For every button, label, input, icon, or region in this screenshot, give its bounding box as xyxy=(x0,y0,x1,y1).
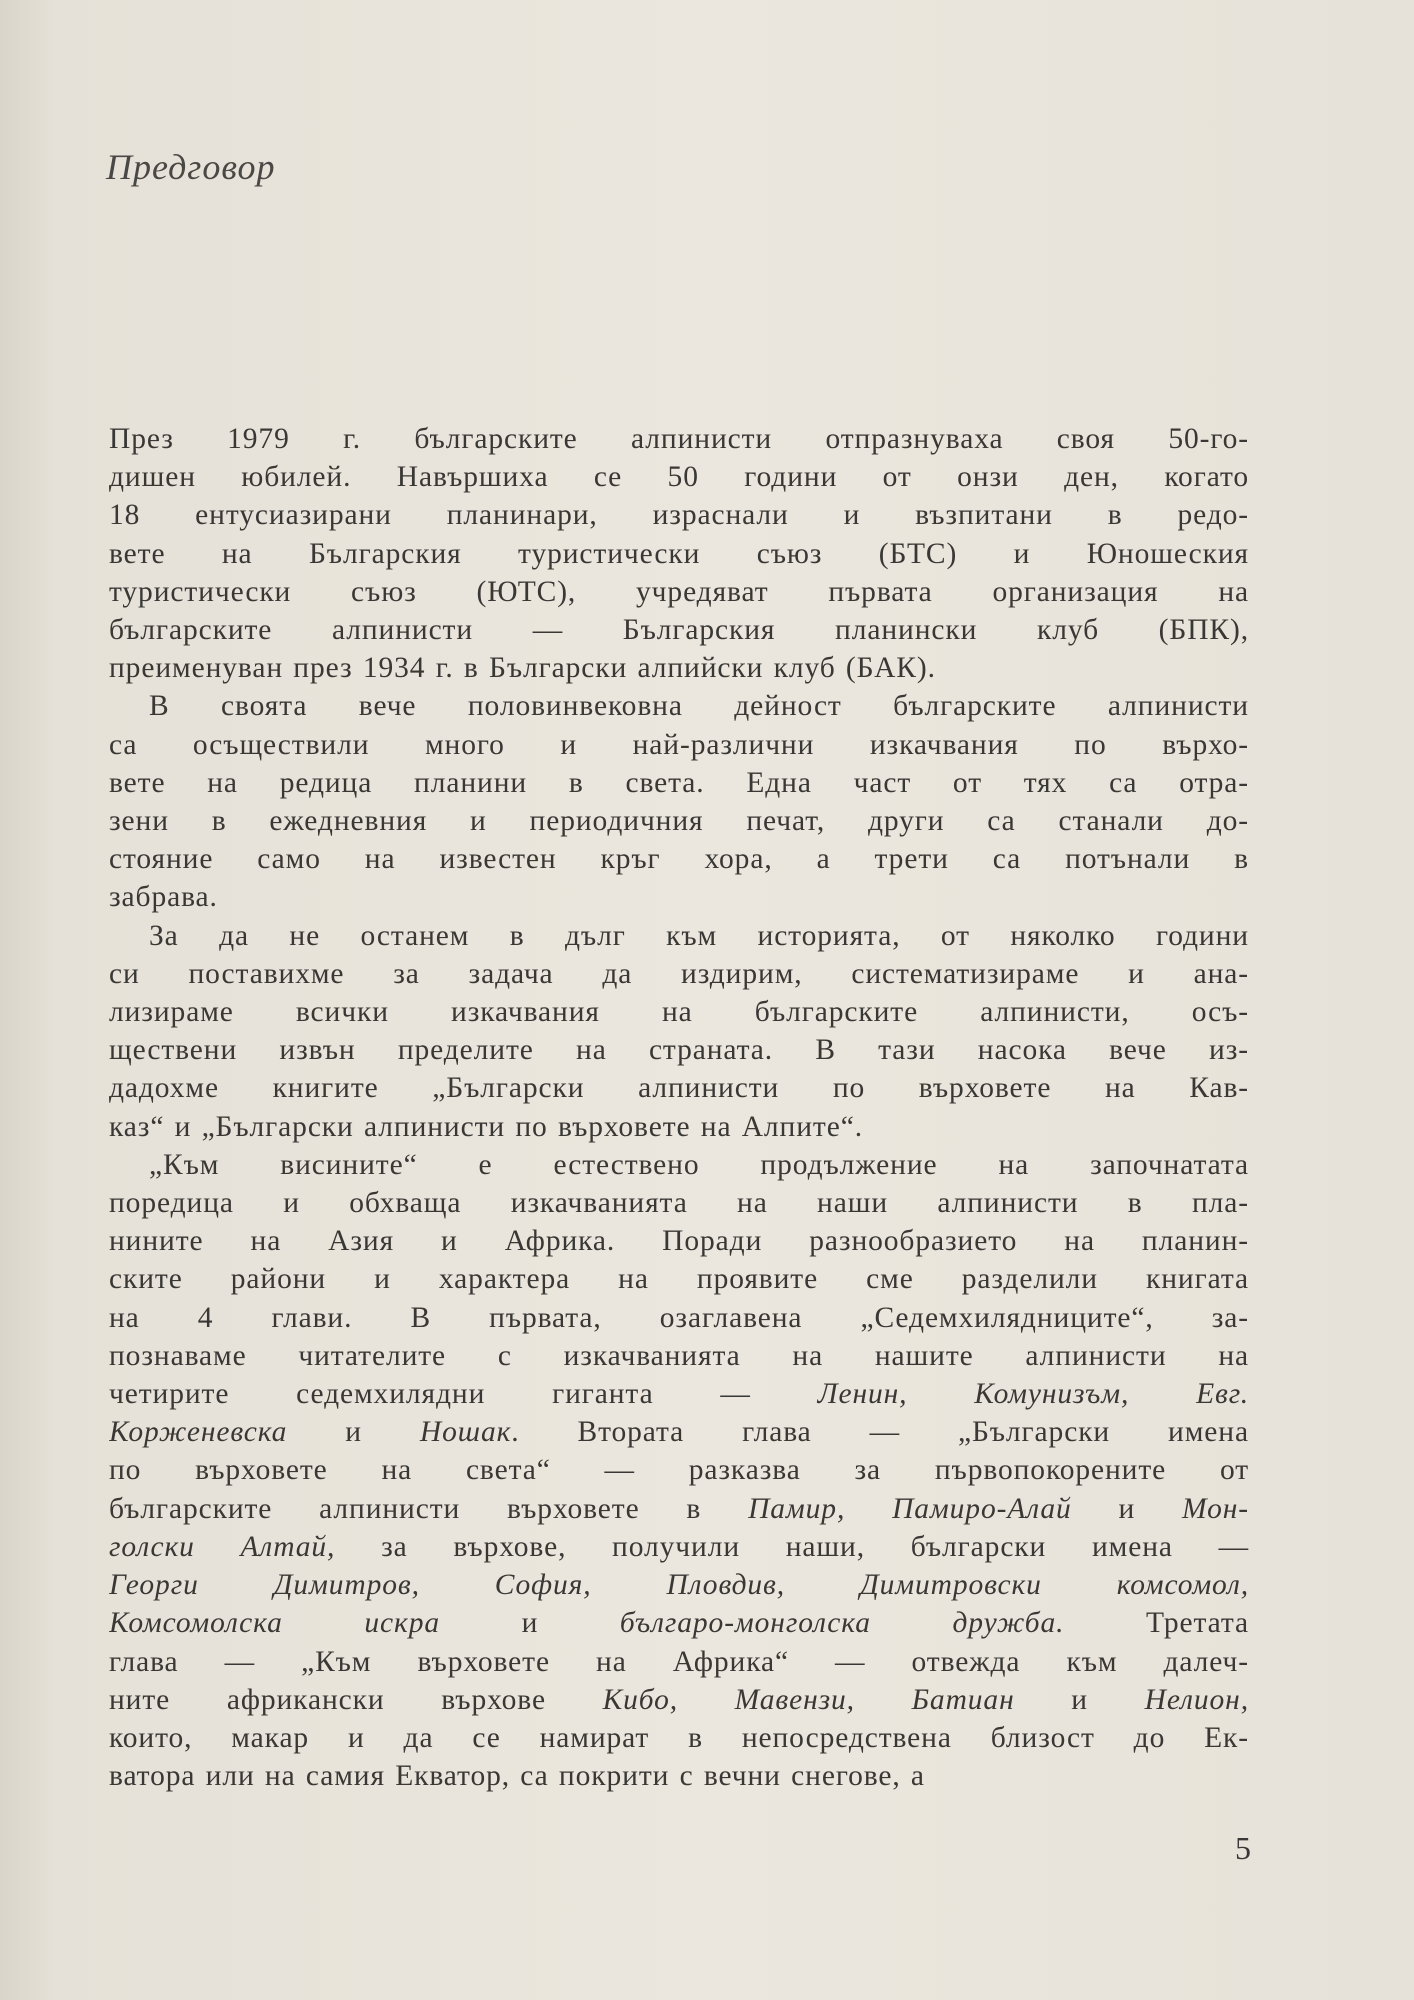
text-line xyxy=(109,1757,1249,1795)
paragraph xyxy=(109,1146,1249,1795)
italic-text: Ношак xyxy=(419,1416,512,1449)
text-line xyxy=(109,496,1249,534)
text-line xyxy=(109,993,1249,1031)
text-segment: и xyxy=(1071,1492,1183,1525)
text-line xyxy=(109,955,1249,993)
italic-text: Нелион, xyxy=(1144,1683,1249,1716)
paragraph xyxy=(109,917,1249,1146)
text-segment: зени в ежедневния и периодичния печат, други са станали до- xyxy=(109,805,1249,838)
text-line xyxy=(109,1108,1249,1146)
italic-text: българо-монголска дружба. xyxy=(619,1607,1065,1640)
text-segment: българските алпинисти върховете в xyxy=(109,1492,749,1525)
paragraph xyxy=(109,420,1249,687)
body-text xyxy=(109,420,1249,1795)
paragraph xyxy=(109,687,1249,916)
italic-text: Памир, Памиро-Алай xyxy=(748,1492,1072,1525)
text-segment: В своята вече половинвековна дейност българските алпинисти xyxy=(149,690,1249,723)
text-line xyxy=(109,1566,1249,1604)
text-segment: туристически съюз (ЮТС), учредяват първата организация на xyxy=(109,575,1249,608)
page-title: Предговор xyxy=(106,147,276,187)
text-line xyxy=(109,1184,1249,1222)
text-segment: ните африкански върхове xyxy=(109,1683,603,1716)
text-line xyxy=(109,573,1249,611)
text-line xyxy=(109,878,1249,916)
text-line xyxy=(109,611,1249,649)
text-segment: поредица и обхваща изкачванията на наши алпинисти в пла- xyxy=(109,1187,1249,1220)
text-segment: по върховете на света“ — разказва за първопокорените от xyxy=(109,1454,1249,1487)
text-segment: ществени извън пределите на страната. В тази насока вече из- xyxy=(109,1034,1249,1067)
italic-text: Кибо, Мавензи, Батиан xyxy=(602,1683,1015,1716)
text-segment: и xyxy=(440,1607,620,1640)
text-segment: ватора или на самия Екватор, са покрити с вечни снегове, а xyxy=(109,1760,925,1793)
text-line xyxy=(109,917,1249,955)
text-line xyxy=(109,764,1249,802)
text-segment: стояние само на известен кръг хора, а трети са потънали в xyxy=(109,843,1249,876)
text-line xyxy=(109,1451,1249,1489)
text-segment: . Втората глава — „Български имена xyxy=(511,1416,1249,1449)
text-line xyxy=(109,1719,1249,1757)
text-line xyxy=(109,1413,1249,1451)
text-segment: дишен юбилей. Навършиха се 50 години от онзи ден, когато xyxy=(109,461,1249,494)
text-line xyxy=(109,802,1249,840)
text-line xyxy=(109,1337,1249,1375)
page-number: 5 xyxy=(1235,1830,1251,1866)
text-segment: на 4 глави. В първата, озаглавена „Седемхилядниците“, за- xyxy=(109,1301,1249,1334)
text-line xyxy=(109,1375,1249,1413)
text-line xyxy=(109,687,1249,725)
text-segment: и xyxy=(1014,1683,1145,1716)
text-segment: лизираме всички изкачвания на българските алпинисти, осъ- xyxy=(109,996,1249,1029)
text-line xyxy=(109,535,1249,573)
text-line xyxy=(109,840,1249,878)
text-line xyxy=(109,726,1249,764)
italic-text: Мон- xyxy=(1182,1492,1249,1525)
text-segment: които, макар и да се намират в непосредствена близост до Ек- xyxy=(109,1721,1249,1754)
text-segment: нините на Азия и Африка. Поради разнообразието на планин- xyxy=(109,1225,1249,1258)
text-segment: глава — „Към върховете на Африка“ — отвежда към далеч- xyxy=(109,1645,1249,1678)
text-line xyxy=(109,649,1249,687)
text-line xyxy=(109,1260,1249,1298)
text-line xyxy=(109,1681,1249,1719)
text-segment: каз“ и „Български алпинисти по върховете на Алпите“. xyxy=(109,1110,863,1143)
text-segment: са осъществили много и най-различни изкачвания по върхо- xyxy=(109,728,1249,761)
text-line xyxy=(109,1643,1249,1681)
text-line xyxy=(109,1299,1249,1337)
text-segment: 18 ентусиазирани планинари, израснали и възпитани в редо- xyxy=(109,499,1249,532)
text-line xyxy=(109,458,1249,496)
text-line xyxy=(109,1222,1249,1260)
text-segment: През 1979 г. българските алпинисти отпразнуваха своя 50-го- xyxy=(109,423,1249,455)
text-line xyxy=(109,1604,1249,1642)
text-segment: Третата xyxy=(1064,1607,1249,1640)
text-line xyxy=(109,420,1249,458)
text-segment: забрава. xyxy=(109,881,218,914)
italic-text: голски Алтай, xyxy=(109,1530,336,1563)
italic-text: Корженевска xyxy=(109,1416,288,1449)
italic-text: Георги Димитров, София, Пловдив, Димитровски комсомол, xyxy=(109,1569,1249,1602)
text-segment: За да не останем в дълг към историята, от няколко години xyxy=(149,919,1249,952)
italic-text: Ленин, Комунизъм, Евг. xyxy=(817,1378,1249,1411)
text-line xyxy=(109,1069,1249,1107)
text-segment: за върхове, получили наши, български имена — xyxy=(335,1530,1249,1563)
text-segment: познаваме читателите с изкачванията на нашите алпинисти на xyxy=(109,1339,1249,1372)
text-segment: вете на редица планини в света. Една част от тях са отра- xyxy=(109,766,1249,799)
text-segment: и xyxy=(287,1416,420,1449)
text-segment: преименуван през 1934 г. в Български алпийски клуб (БАК). xyxy=(109,652,936,685)
text-segment: четирите седемхилядни гиганта — xyxy=(109,1378,818,1411)
text-line xyxy=(109,1490,1249,1528)
text-segment: вете на Българския туристически съюз (БТС) и Юношеския xyxy=(109,537,1249,570)
text-line xyxy=(109,1528,1249,1566)
text-segment: „Към висините“ е естествено продължение на започнатата xyxy=(149,1148,1249,1181)
text-segment: ските райони и характера на проявите сме разделили книгата xyxy=(109,1263,1249,1296)
text-line xyxy=(109,1146,1249,1184)
text-segment: дадохме книгите „Български алпинисти по върховете на Кав- xyxy=(109,1072,1249,1105)
text-segment: българските алпинисти — Българския планински клуб (БПК), xyxy=(109,614,1249,647)
text-line xyxy=(109,1031,1249,1069)
text-segment: си поставихме за задача да издирим, систематизираме и ана- xyxy=(109,957,1249,990)
italic-text: Комсомолска искра xyxy=(109,1607,441,1640)
